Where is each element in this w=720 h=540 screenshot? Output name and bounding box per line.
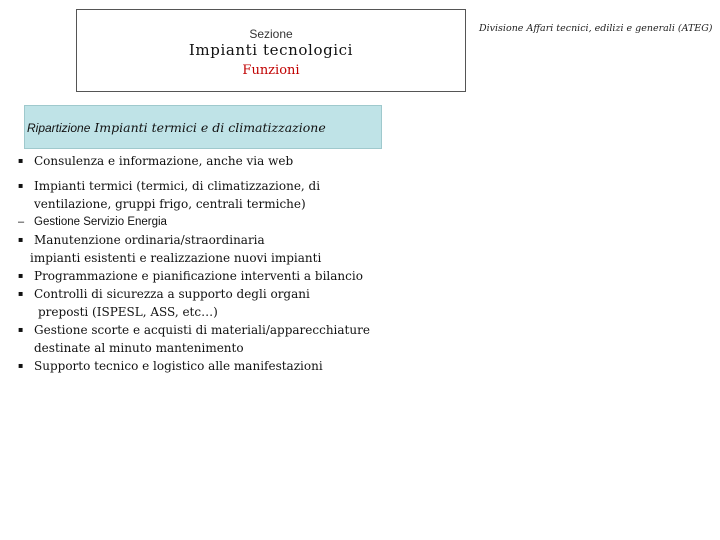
list-item-text: Controlli di sicurezza a supporto degli organi bbox=[34, 287, 310, 301]
list-item-text: ventilazione, gruppi frigo, centrali termiche) bbox=[34, 197, 306, 211]
dash-icon: – bbox=[18, 216, 25, 228]
bullet-icon: ▪ bbox=[18, 235, 24, 244]
list-item-text: Gestione scorte e acquisti di materiali/apparecchiature bbox=[34, 323, 370, 337]
division-label: Divisione Affari tecnici, edilizi e generali (ATEG) bbox=[479, 23, 713, 34]
list-item-text: Consulenza e informazione, anche via web bbox=[34, 154, 294, 168]
banner-text bbox=[27, 120, 326, 135]
list-item-text: Manutenzione ordinaria/straordinaria bbox=[34, 233, 265, 247]
bullet-icon: ▪ bbox=[18, 156, 24, 165]
sub-item-text: Gestione Servizio Energia bbox=[34, 216, 167, 228]
list-item-text: Supporto tecnico e logistico alle manifestazioni bbox=[34, 359, 323, 373]
bullet-icon: ▪ bbox=[18, 361, 24, 370]
bullet-icon: ▪ bbox=[18, 325, 24, 334]
bullet-icon: ▪ bbox=[18, 289, 24, 298]
list-item-text: preposti (ISPESL, ASS, etc…) bbox=[38, 305, 218, 319]
header-box bbox=[76, 9, 466, 92]
list-item-text: Impianti termici (termici, di climatizzazione, di bbox=[34, 179, 321, 193]
list-item-text: impianti esistenti e realizzazione nuovi impianti bbox=[30, 251, 322, 265]
list-item-text: destinate al minuto mantenimento bbox=[34, 341, 244, 355]
bullet-icon: ▪ bbox=[18, 181, 24, 190]
section-label: Sezione bbox=[249, 27, 293, 41]
page-subtitle: Funzioni bbox=[242, 63, 300, 78]
page-title: Impianti tecnologici bbox=[188, 41, 354, 59]
banner-name: Impianti termici e di climatizzazione bbox=[94, 120, 326, 135]
ripartizione-banner bbox=[24, 105, 382, 149]
bullet-icon: ▪ bbox=[18, 271, 24, 280]
banner-prefix: Ripartizione bbox=[27, 121, 91, 135]
list-item-text: Programmazione e pianificazione interventi a bilancio bbox=[34, 269, 363, 283]
